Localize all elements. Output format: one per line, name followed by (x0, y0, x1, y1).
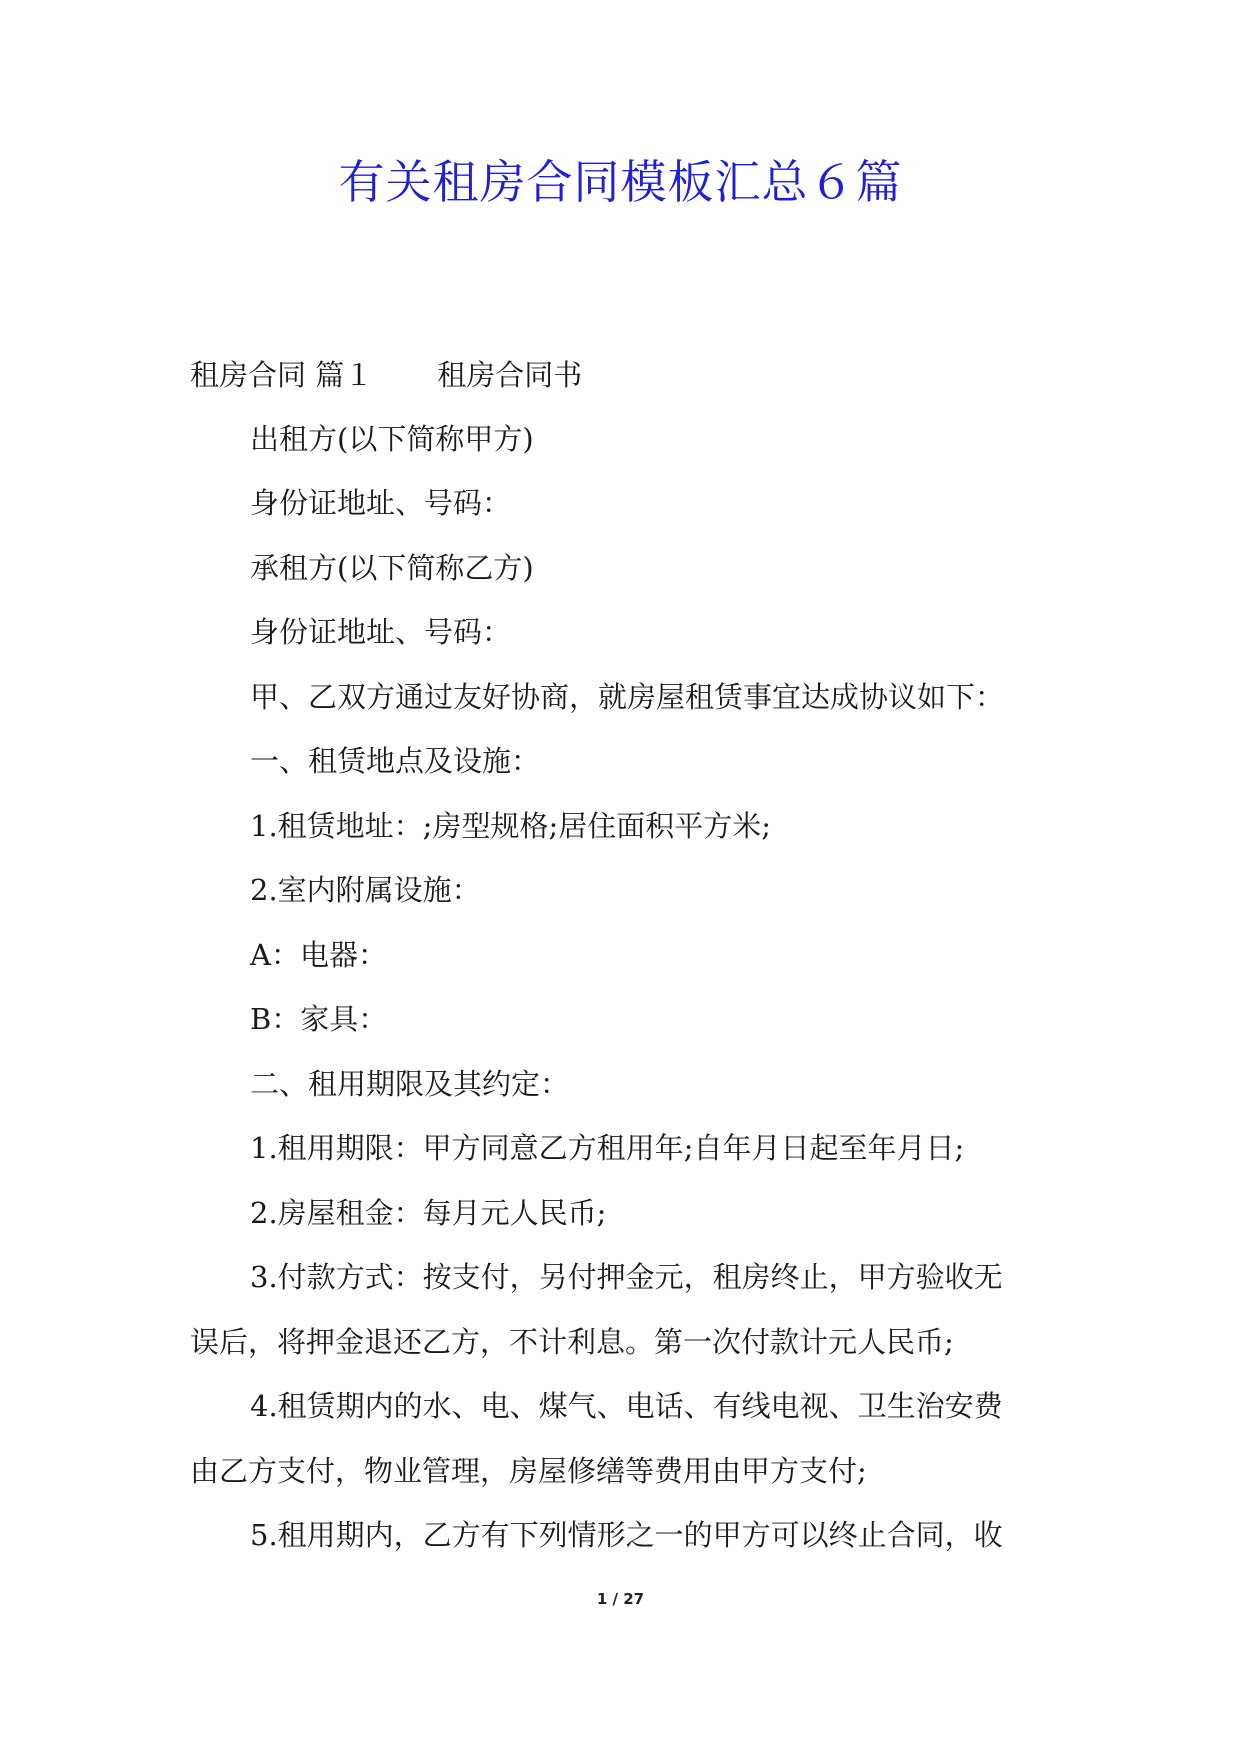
paragraph-line: 承租方(以下简称乙方) (250, 551, 534, 585)
paragraph-line: A：电器： (250, 938, 387, 972)
paragraph-line: B：家具： (250, 1002, 388, 1036)
paragraph-line: 5.租用期内，乙方有下列情形之一的甲方可以终止合同，收 (250, 1518, 1003, 1552)
paragraph-line: 2.房屋租金：每月元人民币; (250, 1196, 607, 1230)
paragraph-line: 误后，将押金退还乙方，不计利息。第一次付款计元人民币; (190, 1325, 954, 1359)
section-heading-part2: 租房合同书 (437, 358, 583, 392)
document-title: 有关租房合同模板汇总６篇 (338, 155, 903, 209)
paragraph-line: 出租方(以下简称甲方) (250, 422, 534, 456)
section-heading (190, 355, 582, 395)
paragraph-line: 身份证地址、号码： (250, 615, 512, 649)
paragraph-line: 身份证地址、号码： (250, 486, 512, 520)
paragraph-line: 2.室内附属设施： (250, 873, 481, 907)
paragraph-line: 由乙方支付，物业管理，房屋修缮等费用由甲方支付; (190, 1454, 867, 1488)
page-number: 1 / 27 (596, 1590, 645, 1608)
paragraph-line: 二、租用期限及其约定： (250, 1067, 570, 1101)
paragraph-line: 3.付款方式：按支付，另付押金元，租房终止，甲方验收无 (250, 1260, 1003, 1294)
paragraph-line: 1.租用期限：甲方同意乙方租用年;自年月日起至年月日; (250, 1131, 965, 1165)
paragraph-line: 一、租赁地点及设施： (250, 744, 541, 778)
paragraph-line: 1.租赁地址：;房型规格;居住面积平方米; (250, 809, 771, 843)
section-heading-part1: 租房合同 篇１ (190, 358, 374, 392)
paragraph-line: 甲、乙双方通过友好协商，就房屋租赁事宜达成协议如下： (250, 680, 1005, 714)
paragraph-line: 4.租赁期内的水、电、煤气、电话、有线电视、卫生治安费 (250, 1389, 1003, 1423)
